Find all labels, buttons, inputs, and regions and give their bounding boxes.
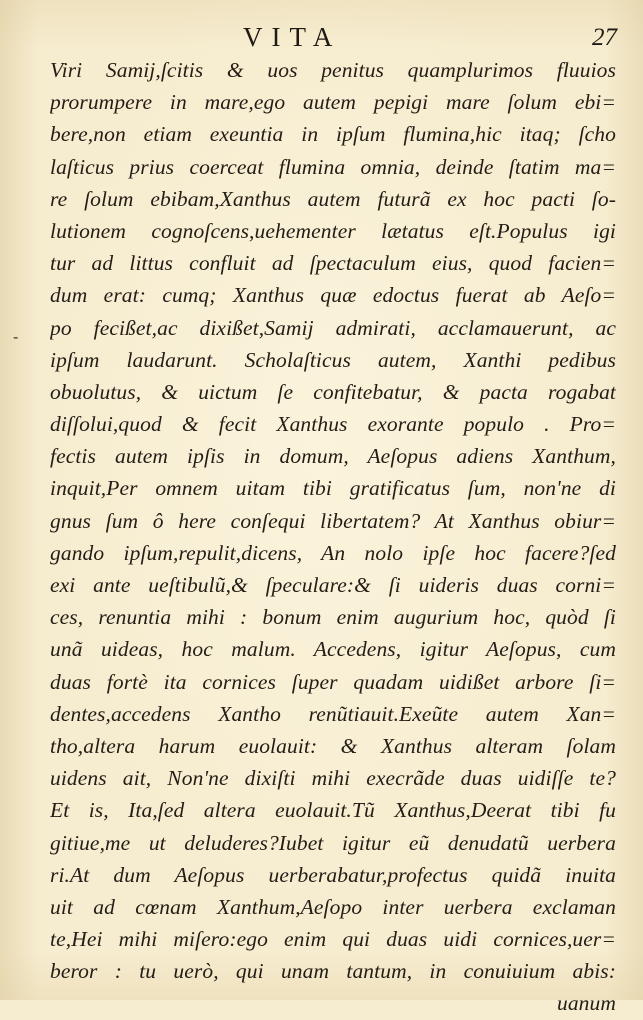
text-line: Viri Samij,ſcitis & uos penitus quamplurimos fluuios [50,58,616,82]
text-line: beror : tu uerò, qui unam tantum, in conuiuium abis: [50,959,616,984]
text-line: gitiue,me ut deluderes?Iubet igitur eũ denudatũ uerbera [50,830,616,855]
text-line: re ſolum ebibam,Xanthus autem futurã ex hoc pacti ſo- [50,186,616,211]
text-line: te,Hei mihi miſero:ego enim qui duas uidi cornices,uer= [50,927,616,952]
text-line: unã uideas, hoc malum. Accedens, igitur Aeſopus, cum [50,637,616,662]
text-line: uidens ait, Non'ne dixiſti mihi execrãde duas uidiſſe te? [50,766,616,791]
text-line: tur ad littus confluit ad ſpectaculum eius, quod facien= [50,251,616,276]
margin-mark: - [13,327,19,346]
text-line: gnus ſum ô here conſequi libertatem? At Xanthus obiur= [50,508,616,533]
text-line: prorumpere in mare,ego autem pepigi mare ſolum ebi= [50,90,616,115]
text-line: bere,non etiam exeuntia in ipſum flumina,hic itaq; ſcho [50,122,616,147]
text-line: inquit,Per omnem uitam tibi gratificatus ſum, non'ne di [50,476,616,501]
text-line: ri.At dum Aeſopus uerberabatur,profectus quidã inuita [50,862,616,887]
text-line: Et is, Ita,ſed altera euolauit.Tũ Xanthus,Deerat tibi fu [50,798,616,823]
page-number: 27 [592,24,617,51]
text-line: fectis autem ipſis in domum, Aeſopus adiens Xanthum, [50,444,616,469]
text-line: ces, renuntia mihi : bonum enim augurium hoc, quòd ſi [50,605,616,630]
text-line: obuolutus, & uictum ſe confitebatur, & pacta rogabat [50,379,616,404]
text-line: lutionem cognoſcens,uehementer lætatus eſt.Populus igi [50,218,616,243]
text-line: exi ante ueſtibulũ,& ſpeculare:& ſi uideris duas corni= [50,573,616,597]
text-line: dentes,accedens Xantho renũtiauit.Exeũte autem Xan= [50,701,616,726]
catchword: uanum [556,991,616,1016]
text-line: ipſum laudarunt. Scholaſticus autem, Xanthi pedibus [50,347,616,372]
text-line: tho,altera harum euolauit: & Xanthus alteram ſolam [50,733,616,758]
text-line: laſticus prius coerceat flumina omnia, deinde ſtatim ma= [50,154,616,179]
running-title: VITA [243,22,342,52]
text-line: diſſolui,quod & fecit Xanthus exorante populo . Pro= [50,412,616,437]
text-line: uit ad cœnam Xanthum,Aeſopo inter uerbera exclaman [50,894,616,919]
text-line: dum erat: cumq; Xanthus quæ edoctus fuerat ab Aeſo= [50,283,616,308]
text-line: gando ipſum,repulit,dicens, An nolo ipſe hoc facere?ſed [50,540,616,565]
text-line: po fecißet,ac dixißet,Samij admirati, acclamauerunt, ac [50,315,616,340]
body-text [50,54,616,1020]
text-line: duas fortè ita cornices ſuper quadam uidißet arbore ſi= [50,669,616,694]
